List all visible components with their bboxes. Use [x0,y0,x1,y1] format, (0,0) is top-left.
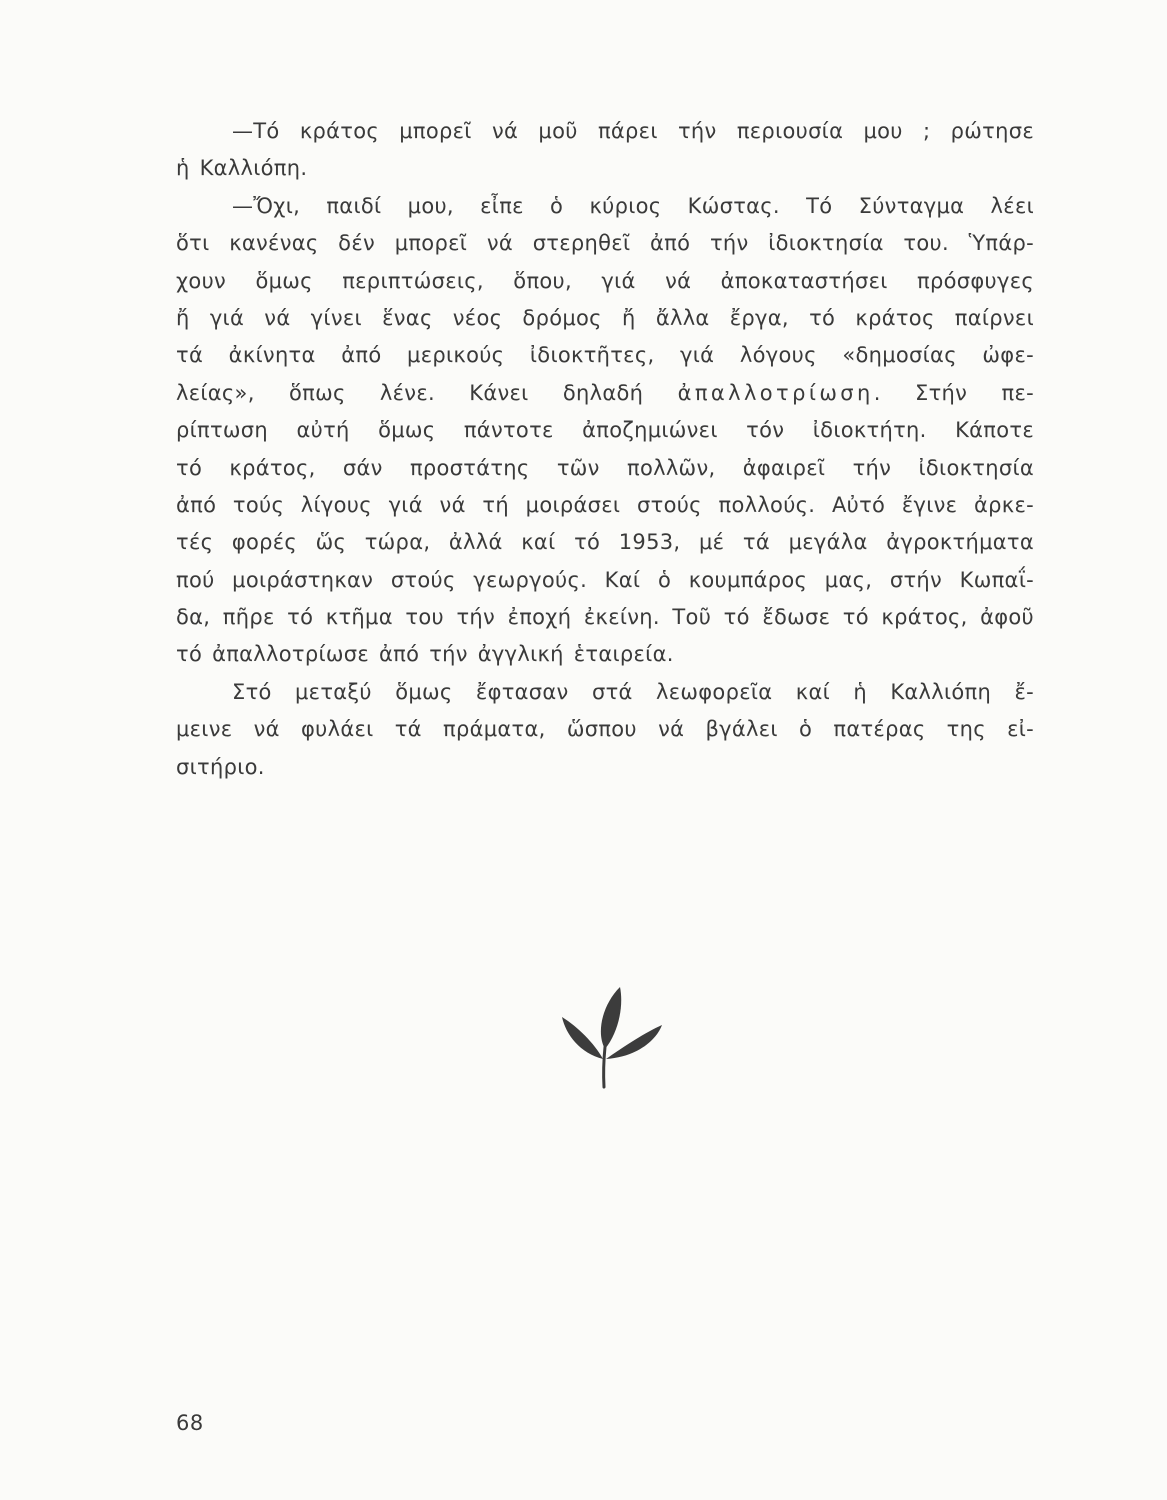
text-line: ἀπό τούς λίγους γιά νά τή μοιράσει στούς πολλούς. Αὐτό ἔγινε ἀρκε- [176,492,1034,517]
text-line: Στό μεταξύ ὅμως ἔφτασαν στά λεωφορεῖα καί ἡ Καλλιόπη ἔ- [232,679,1034,704]
paragraph [176,188,1034,674]
text-line: μεινε νά φυλάει τά πράματα, ὥσπου νά βγάλει ὁ πατέρας της εἰ- [176,717,1034,742]
top-leaf-shape [601,987,621,1049]
text-line: τό κράτος, σάν προστάτης τῶν πολλῶν, ἀφαιρεῖ τήν ἰδιοκτησία [176,455,1034,480]
page-number: 68 [176,1411,204,1435]
text-line: χουν ὅμως περιπτώσεις, ὅπου, γιά νά ἀποκαταστήσει πρόσφυγες [176,268,1034,293]
leaf-sprig-shapes [562,987,662,1087]
text-line: δα, πῆρε τό κτῆμα του τήν ἐποχή ἐκείνη. Τοῦ τό ἔδωσε τό κράτος, ἀφοῦ [176,605,1034,630]
text-line: —Ὄχι, παιδί μου, εἶπε ὁ κύριος Κώστας. Τό Σύνταγμα λέει [232,193,1034,218]
paragraph [176,674,1034,786]
text-line: πού μοιράστηκαν στούς γεωργούς. Καί ὁ κουμπάρος μας, στήν Κωπαΐ- [176,567,1034,592]
text-line: σιτήριο. [176,754,265,779]
left-leaf-shape [562,1017,603,1059]
text-segment: . Στήν πε- [873,380,1034,405]
emphasized-term: ἀπαλλοτρίωση [677,380,874,405]
text-line: ἤ γιά νά γίνει ἕνας νέος δρόμος ἤ ἄλλα ἔργα, τό κράτος παίρνει [176,305,1034,330]
text-line: ρίπτωση αὐτή ὅμως πάντοτε ἀποζημιώνει τόν ἰδιοκτήτη. Κάποτε [176,418,1034,443]
text-segment: λείας», ὅπως λένε. Κάνει δηλαδή [176,380,678,405]
text-line: τό ἀπαλλοτρίωσε ἀπό τήν ἀγγλική ἑταιρεία. [176,642,674,667]
leaf-sprig-icon [558,983,668,1093]
text-line: ἡ Καλλιόπη. [176,156,308,181]
text-line: τές φορές ὥς τώρα, ἀλλά καί τό 1953, μέ τά μεγάλα ἀγροκτήματα [176,530,1034,555]
body-text [176,113,1034,786]
text-line: —Τό κράτος μπορεῖ νά μοῦ πάρει τήν περιουσία μου ; ρώτησε [232,119,1034,143]
text-line: τά ἀκίνητα ἀπό μερικούς ἰδιοκτῆτες, γιά λόγους «δημοσίας ὠφε- [176,343,1034,368]
text-line [176,375,1034,412]
text-line: ὅτι κανένας δέν μπορεῖ νά στερηθεῖ ἀπό τήν ἰδιοκτησία του. Ὑπάρ- [176,231,1034,256]
stem-shape [604,1047,605,1087]
paragraph [176,113,1034,188]
